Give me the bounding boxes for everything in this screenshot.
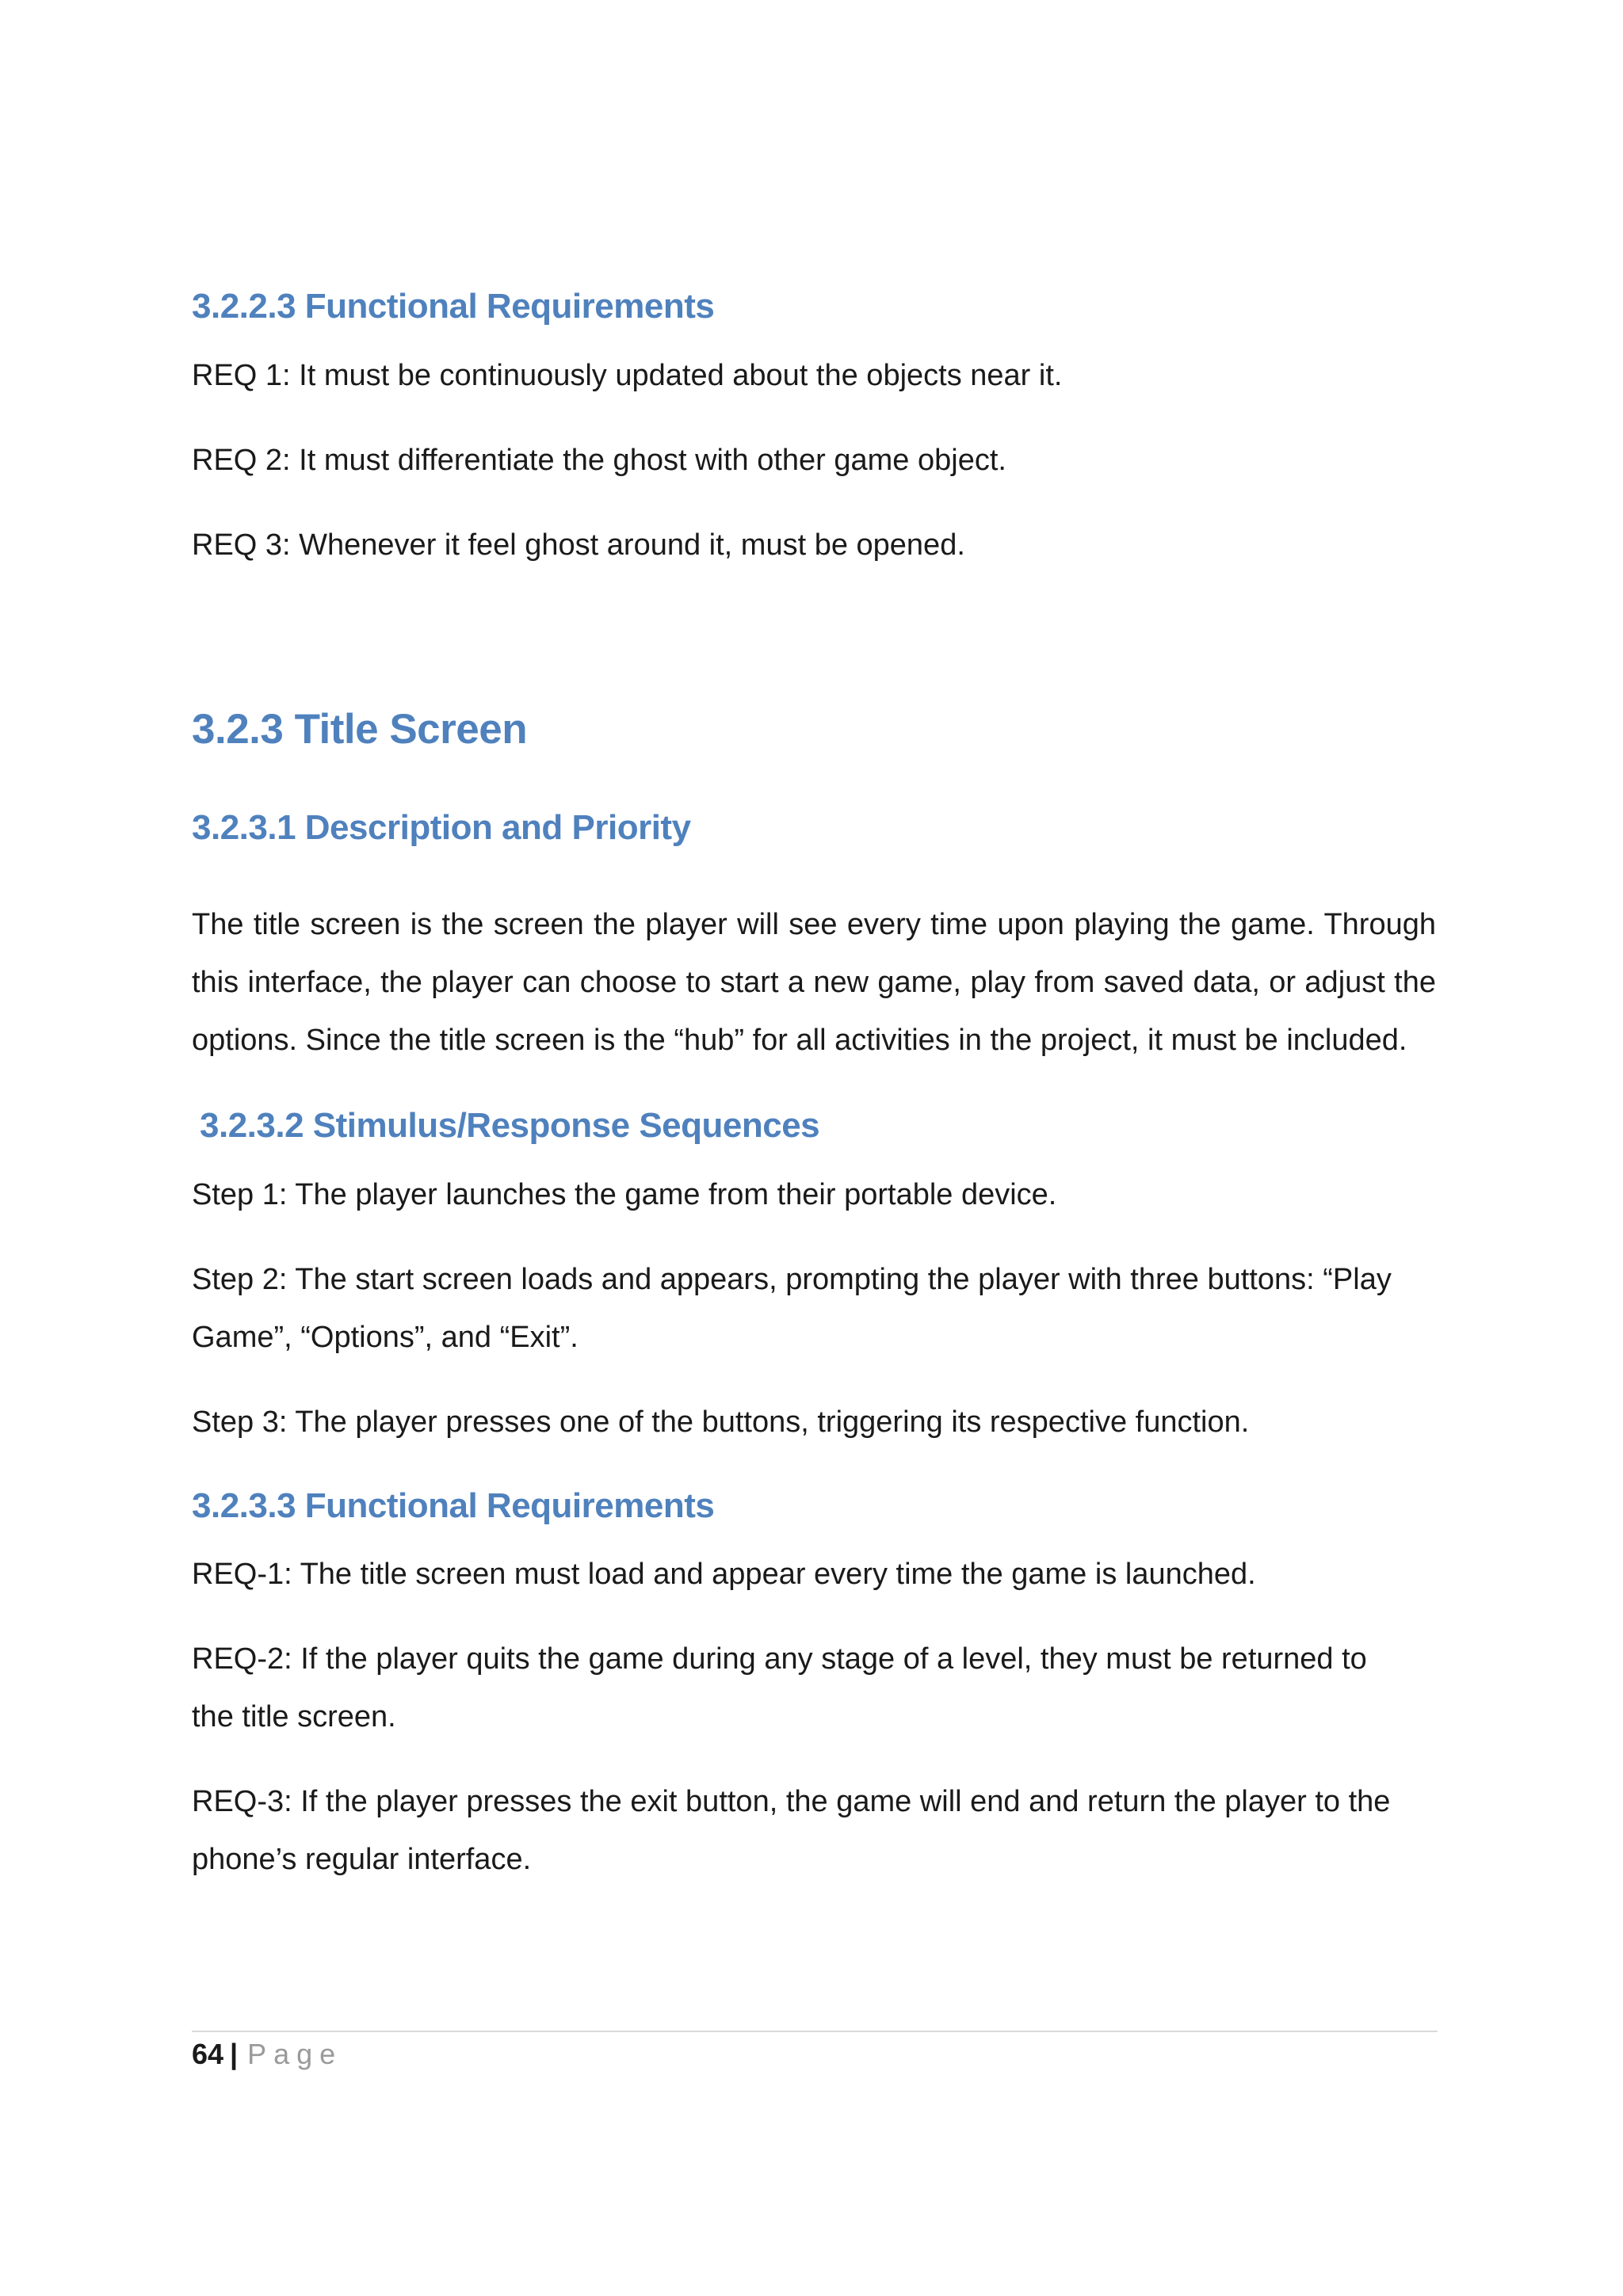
- page-number: 64: [192, 2038, 224, 2070]
- func-req-item-1: REQ-1: The title screen must load and appear every time the game is launched.: [192, 1558, 1256, 1591]
- heading-3-2-3-2: 3.2.3.2 Stimulus/Response Sequences: [200, 1106, 820, 1145]
- func-req-item-3: REQ-3: If the player presses the exit button, the game will end and return the player to the phone’s regular interface.: [192, 1785, 1391, 1876]
- heading-3-2-3: 3.2.3 Title Screen: [192, 706, 528, 753]
- footer-separator: |: [230, 2038, 239, 2070]
- heading-3-2-3-3: 3.2.3.3 Functional Requirements: [192, 1486, 715, 1525]
- step-item-1: Step 1: The player launches the game from their portable device.: [192, 1178, 1057, 1211]
- req-item-1: REQ 1: It must be continuously updated about the objects near it.: [192, 359, 1063, 392]
- heading-3-2-2-3: 3.2.2.3 Functional Requirements: [192, 287, 715, 326]
- req-item-3: REQ 3: Whenever it feel ghost around it, must be opened.: [192, 528, 965, 562]
- step-item-3: Step 3: The player presses one of the buttons, triggering its respective function.: [192, 1405, 1250, 1439]
- step-item-2: Step 2: The start screen loads and appears, prompting the player with three buttons: “Play Game”, “Options”, and “Exit”.: [192, 1263, 1392, 1354]
- page-footer: [192, 2035, 342, 2074]
- footer-divider: [192, 2031, 1438, 2032]
- req-item-2: REQ 2: It must differentiate the ghost with other game object.: [192, 444, 1006, 477]
- func-req-item-2: REQ-2: If the player quits the game during any stage of a level, they must be returned to the title screen.: [192, 1642, 1367, 1733]
- description-paragraph: The title screen is the screen the player will see every time upon playing the game. Through this interface, the player can choose to start a new game, play from saved data, or adjust the options. Since the title screen is the “hub” for all activities in the project, it must be included.: [192, 908, 1436, 1057]
- heading-3-2-3-1: 3.2.3.1 Description and Priority: [192, 808, 691, 847]
- page-label: Page: [247, 2038, 343, 2070]
